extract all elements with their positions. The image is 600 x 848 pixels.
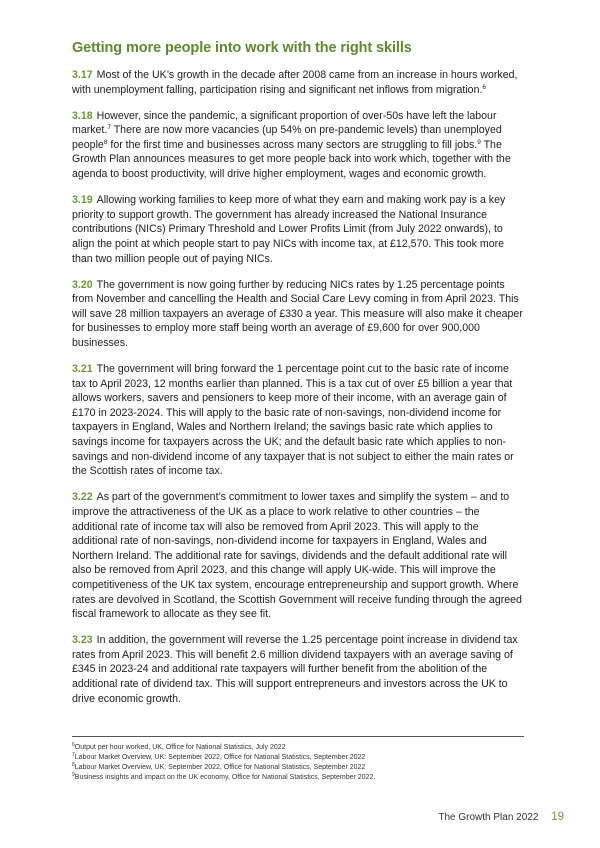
paragraph-3-23 (72, 633, 524, 706)
footnote-ref: 8 (103, 138, 108, 146)
footnote (72, 743, 524, 753)
paragraph-text: The government will bring forward the 1 percentage point cut to the basic rate of income tax to April 2023, 12 months earlier than planned. This is a tax cut of over £5 billion a year that allows workers, savers and pensioners to keep more of their income, with an average gain of £170 in 2023-2024. This will apply to the basic rate of non-savings, non-dividend income for taxpayers in England, Wales and Northern Ireland; the savings basic rate which applies to savings income for taxpayers across the UK; and the default basic rate which applies to non-savings and non-dividend income of any taxpayer that is not subject to either the main rates or the Scottish rates of income tax. (72, 363, 514, 478)
footnote-text: Labour Market Overview, UK: September 2022, Office for National Statistics, September 2022 (74, 764, 366, 771)
paragraph-text: Allowing working families to keep more of what they earn and making work pay is a key priority to support growth. The government has already increased the National Insurance contributions (NICs) Primary Threshold and Lower Profits Limit (from July 2022 onwards), to align the point at which people start to pay NICs with income tax, at £12,570. This took more than two million people out of paying NICs. (72, 194, 506, 265)
paragraph-3-20 (72, 278, 524, 351)
footnote-ref: 6 (482, 83, 487, 91)
paragraph-3-22 (72, 490, 524, 621)
paragraph-3-19 (72, 193, 524, 266)
page-number: 19 (551, 811, 564, 823)
page-footer (438, 811, 564, 823)
footnote-text: Labour Market Overview, UK: September 2022, Office for National Statistics, September 2022 (74, 754, 366, 761)
footnote-number: 9 (72, 772, 75, 778)
paragraph-3-17 (72, 68, 524, 97)
paragraph-3-18 (72, 109, 524, 182)
paragraph-text: However, since the pandemic, a significant proportion of over-50s have left the labour market. (72, 109, 497, 137)
paragraph-text: Most of the UK’s growth in the decade after 2008 came from an increase in hours worked, with unemployment falling, participation rising and significant net inflows from migration. (72, 69, 518, 96)
paragraph-text: The government is now going further by reducing NICs rates by 1.25 percentage points from November and cancelling the Health and Social Care Levy coming in from April 2023. This will save 28 million taxpayers an average of £330 a year. This measure will also make it cheaper for businesses to employ more staff being worth an average of £9,600 for over 900,000 businesses. (72, 278, 523, 349)
footnote-ref: 9 (477, 138, 481, 146)
paragraph-text: The Growth Plan announces measures to get more people back into work which, together with the agenda to boost productivity, will drive higher employment, wages and economic growth. (72, 138, 511, 181)
paragraph-text: There are now more vacancies (up 54% on pre-pandemic levels) than unemployed people (72, 124, 502, 151)
footnote-text: Business insights and impact on the UK economy, Office for National Statistics, September 2022. (74, 774, 376, 781)
footnote (72, 773, 524, 783)
paragraph-number: 3.19 (72, 194, 93, 207)
paragraph-number: 3.23 (72, 634, 93, 647)
paragraph-text: As part of the government’s commitment to lower taxes and simplify the system – and to improve the attractiveness of the UK as a place to work relative to other countries – the additional rate of income tax will also be removed from April 2023. This will apply to the additional rate of non-savings, non-dividend income for taxpayers in England, Wales and Northern Ireland. The additional rate for savings, dividends and the default additional rate will also be removed from April 2023, and this change will apply UK-wide. This will improve the competitiveness of the UK tax system, encourage entrepreneurship and support growth. Where rates are devolved in Scotland, the Scottish Government will receive funding through the agreed fiscal framework to allocate as they see fit. (72, 491, 522, 621)
paragraph-number: 3.21 (72, 363, 93, 376)
paragraph-text: for the first time and businesses across many sectors are struggling to fill jobs. (107, 138, 478, 151)
footnote-number: 8 (72, 762, 75, 768)
footnote (72, 753, 524, 763)
paragraph-number: 3.22 (72, 491, 93, 504)
footnote-text: Output per hour worked, UK, Office for National Statistics, July 2022 (74, 744, 286, 751)
footnote-number: 6 (72, 742, 75, 748)
paragraph-3-21 (72, 362, 524, 479)
section-title: Getting more people into work with the right skills (72, 40, 412, 56)
paragraph-number: 3.18 (72, 109, 93, 122)
paragraph-text: In addition, the government will reverse the 1.25 percentage point increase in dividend tax rates from April 2023. This will benefit 2.6 million dividend taxpayers with an average saving of £345 in 2023-24 and additional rate taxpayers will further benefit from the abolition of the additional rate of dividend tax. This will support entrepreneurs and investors across the UK to drive economic growth. (72, 634, 518, 705)
paragraph-number: 3.20 (72, 278, 93, 291)
footnote-ref: 7 (107, 124, 111, 132)
body-text (72, 68, 524, 718)
footnotes (72, 736, 524, 783)
footnote (72, 763, 524, 773)
paragraph-number: 3.17 (72, 69, 93, 81)
footer-doc-title: The Growth Plan 2022 (438, 812, 539, 823)
footnote-number: 7 (72, 752, 75, 758)
